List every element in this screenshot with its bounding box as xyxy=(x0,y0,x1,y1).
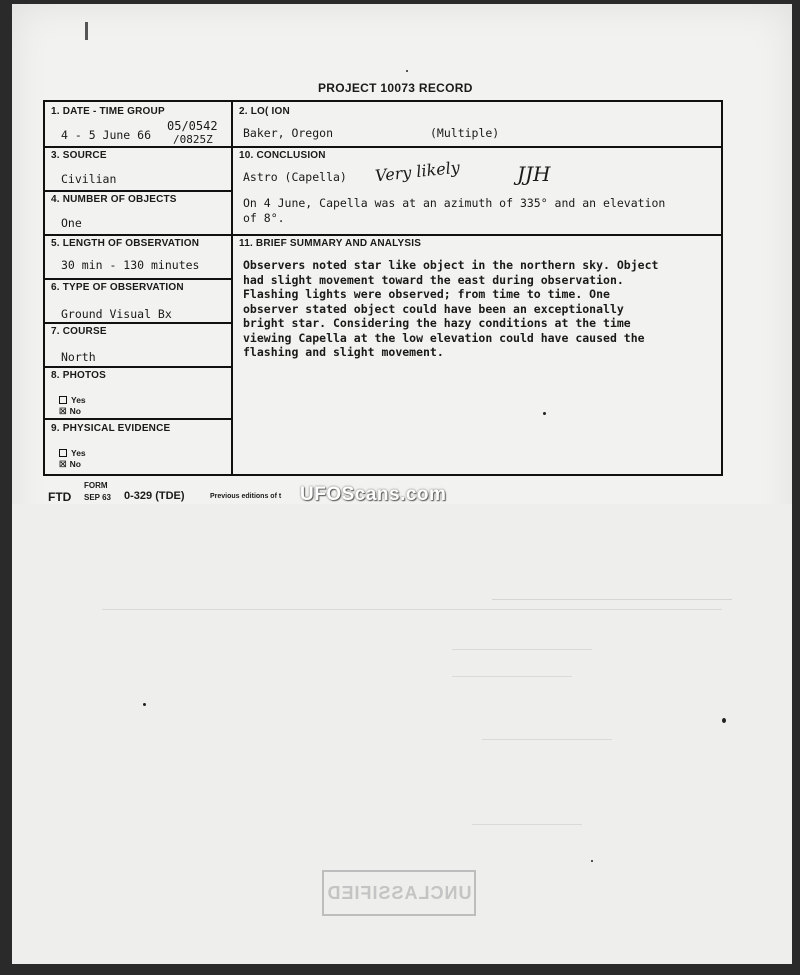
row-divider xyxy=(45,190,231,192)
photos-yes-label: Yes xyxy=(71,395,86,405)
time-bottom: /0825Z xyxy=(173,133,213,146)
row-divider xyxy=(45,278,231,280)
bleed-line xyxy=(452,676,572,677)
row-divider xyxy=(45,234,721,236)
scan-speck xyxy=(543,412,546,415)
evidence-no-option xyxy=(59,459,81,470)
handwritten-initials: JJH xyxy=(517,162,551,186)
unclassified-stamp xyxy=(322,870,476,916)
number-of-objects-value: One xyxy=(61,216,82,230)
photos-yes-option xyxy=(59,395,86,405)
footer-date-code: SEP 63 xyxy=(84,493,111,502)
time-top: 05/0542 xyxy=(167,119,218,133)
footer-ftd: FTD xyxy=(48,490,72,504)
handwritten-note: Very likely xyxy=(374,157,461,186)
scan-speck xyxy=(722,718,726,723)
scan-speck xyxy=(406,70,408,72)
footer-form-number: 0-329 (TDE) xyxy=(124,490,185,502)
length-of-observation-value: 30 min - 130 minutes xyxy=(61,258,200,272)
date-time-label: 1. DATE - TIME GROUP xyxy=(51,106,165,117)
type-of-observation-value: Ground Visual Bx xyxy=(61,307,172,321)
summary-line: had slight movement toward the east during observation. xyxy=(243,272,624,287)
course-label: 7. COURSE xyxy=(51,326,107,337)
summary-line: bright star. Considering the hazy conditions at the time xyxy=(243,316,631,330)
checkbox-icon xyxy=(59,396,67,404)
bleed-line xyxy=(452,649,592,650)
location-label: 2. LO( ION xyxy=(239,106,290,117)
footer-form-word: FORM xyxy=(84,481,108,490)
summary-label: 11. BRIEF SUMMARY AND ANALYSIS xyxy=(239,238,422,249)
record-title: PROJECT 10073 RECORD xyxy=(318,81,473,95)
summary-line: Observers noted star like object in the northern sky. Object xyxy=(243,258,659,272)
row-divider xyxy=(45,366,231,368)
location-qualifier: (Multiple) xyxy=(430,126,500,140)
record-form xyxy=(43,100,723,476)
bleed-line xyxy=(472,824,582,825)
number-of-objects-label: 4. NUMBER OF OBJECTS xyxy=(51,194,177,205)
row-divider xyxy=(45,146,721,148)
column-divider xyxy=(231,102,233,474)
conclusion-value: Astro (Capella) xyxy=(243,170,347,184)
row-divider xyxy=(45,418,231,420)
watermark: UFOScans.com xyxy=(300,484,447,505)
source-value: Civilian xyxy=(61,172,117,186)
summary-text xyxy=(243,258,713,360)
bleed-line xyxy=(482,739,612,740)
checkbox-icon xyxy=(59,449,67,457)
physical-evidence-label: 9. PHYSICAL EVIDENCE xyxy=(51,423,171,434)
length-of-observation-label: 5. LENGTH OF OBSERVATION xyxy=(51,238,200,249)
bleed-line xyxy=(102,609,722,610)
summary-line: viewing Capella at the low elevation could have caused the xyxy=(243,330,645,345)
row-divider xyxy=(45,322,231,324)
course-value: North xyxy=(61,350,96,364)
checked-box-icon: ☒ xyxy=(59,459,67,469)
photos-label: 8. PHOTOS xyxy=(51,370,106,381)
scan-speck xyxy=(591,860,593,862)
photos-no-label: No xyxy=(69,406,81,416)
conclusion-detail-1: On 4 June, Capella was at an azimuth of 335° and an elevation xyxy=(243,196,666,210)
scan-speck xyxy=(143,703,146,706)
photos-no-option xyxy=(59,406,81,417)
scan-mark xyxy=(85,22,88,40)
footer-previous-editions: Previous editions of t xyxy=(210,493,282,500)
type-of-observation-label: 6. TYPE OF OBSERVATION xyxy=(51,282,184,293)
conclusion-detail-2: of 8°. xyxy=(243,211,285,225)
summary-line: flashing and slight movement. xyxy=(243,345,444,359)
bleed-line xyxy=(492,599,732,600)
summary-line: observer stated object could have been an exceptionally xyxy=(243,301,624,316)
checked-box-icon: ☒ xyxy=(59,406,67,416)
location-value: Baker, Oregon xyxy=(243,126,334,140)
summary-line: Flashing lights were observed; from time to time. One xyxy=(243,287,610,301)
conclusion-label: 10. CONCLUSION xyxy=(239,150,326,161)
source-label: 3. SOURCE xyxy=(51,150,107,161)
evidence-no-label: No xyxy=(69,459,81,469)
evidence-yes-option xyxy=(59,448,86,458)
evidence-yes-label: Yes xyxy=(71,448,86,458)
stamp-text: UNCLASSIFIED xyxy=(326,882,472,903)
date-time-value: 4 - 5 June 66 xyxy=(61,128,152,142)
